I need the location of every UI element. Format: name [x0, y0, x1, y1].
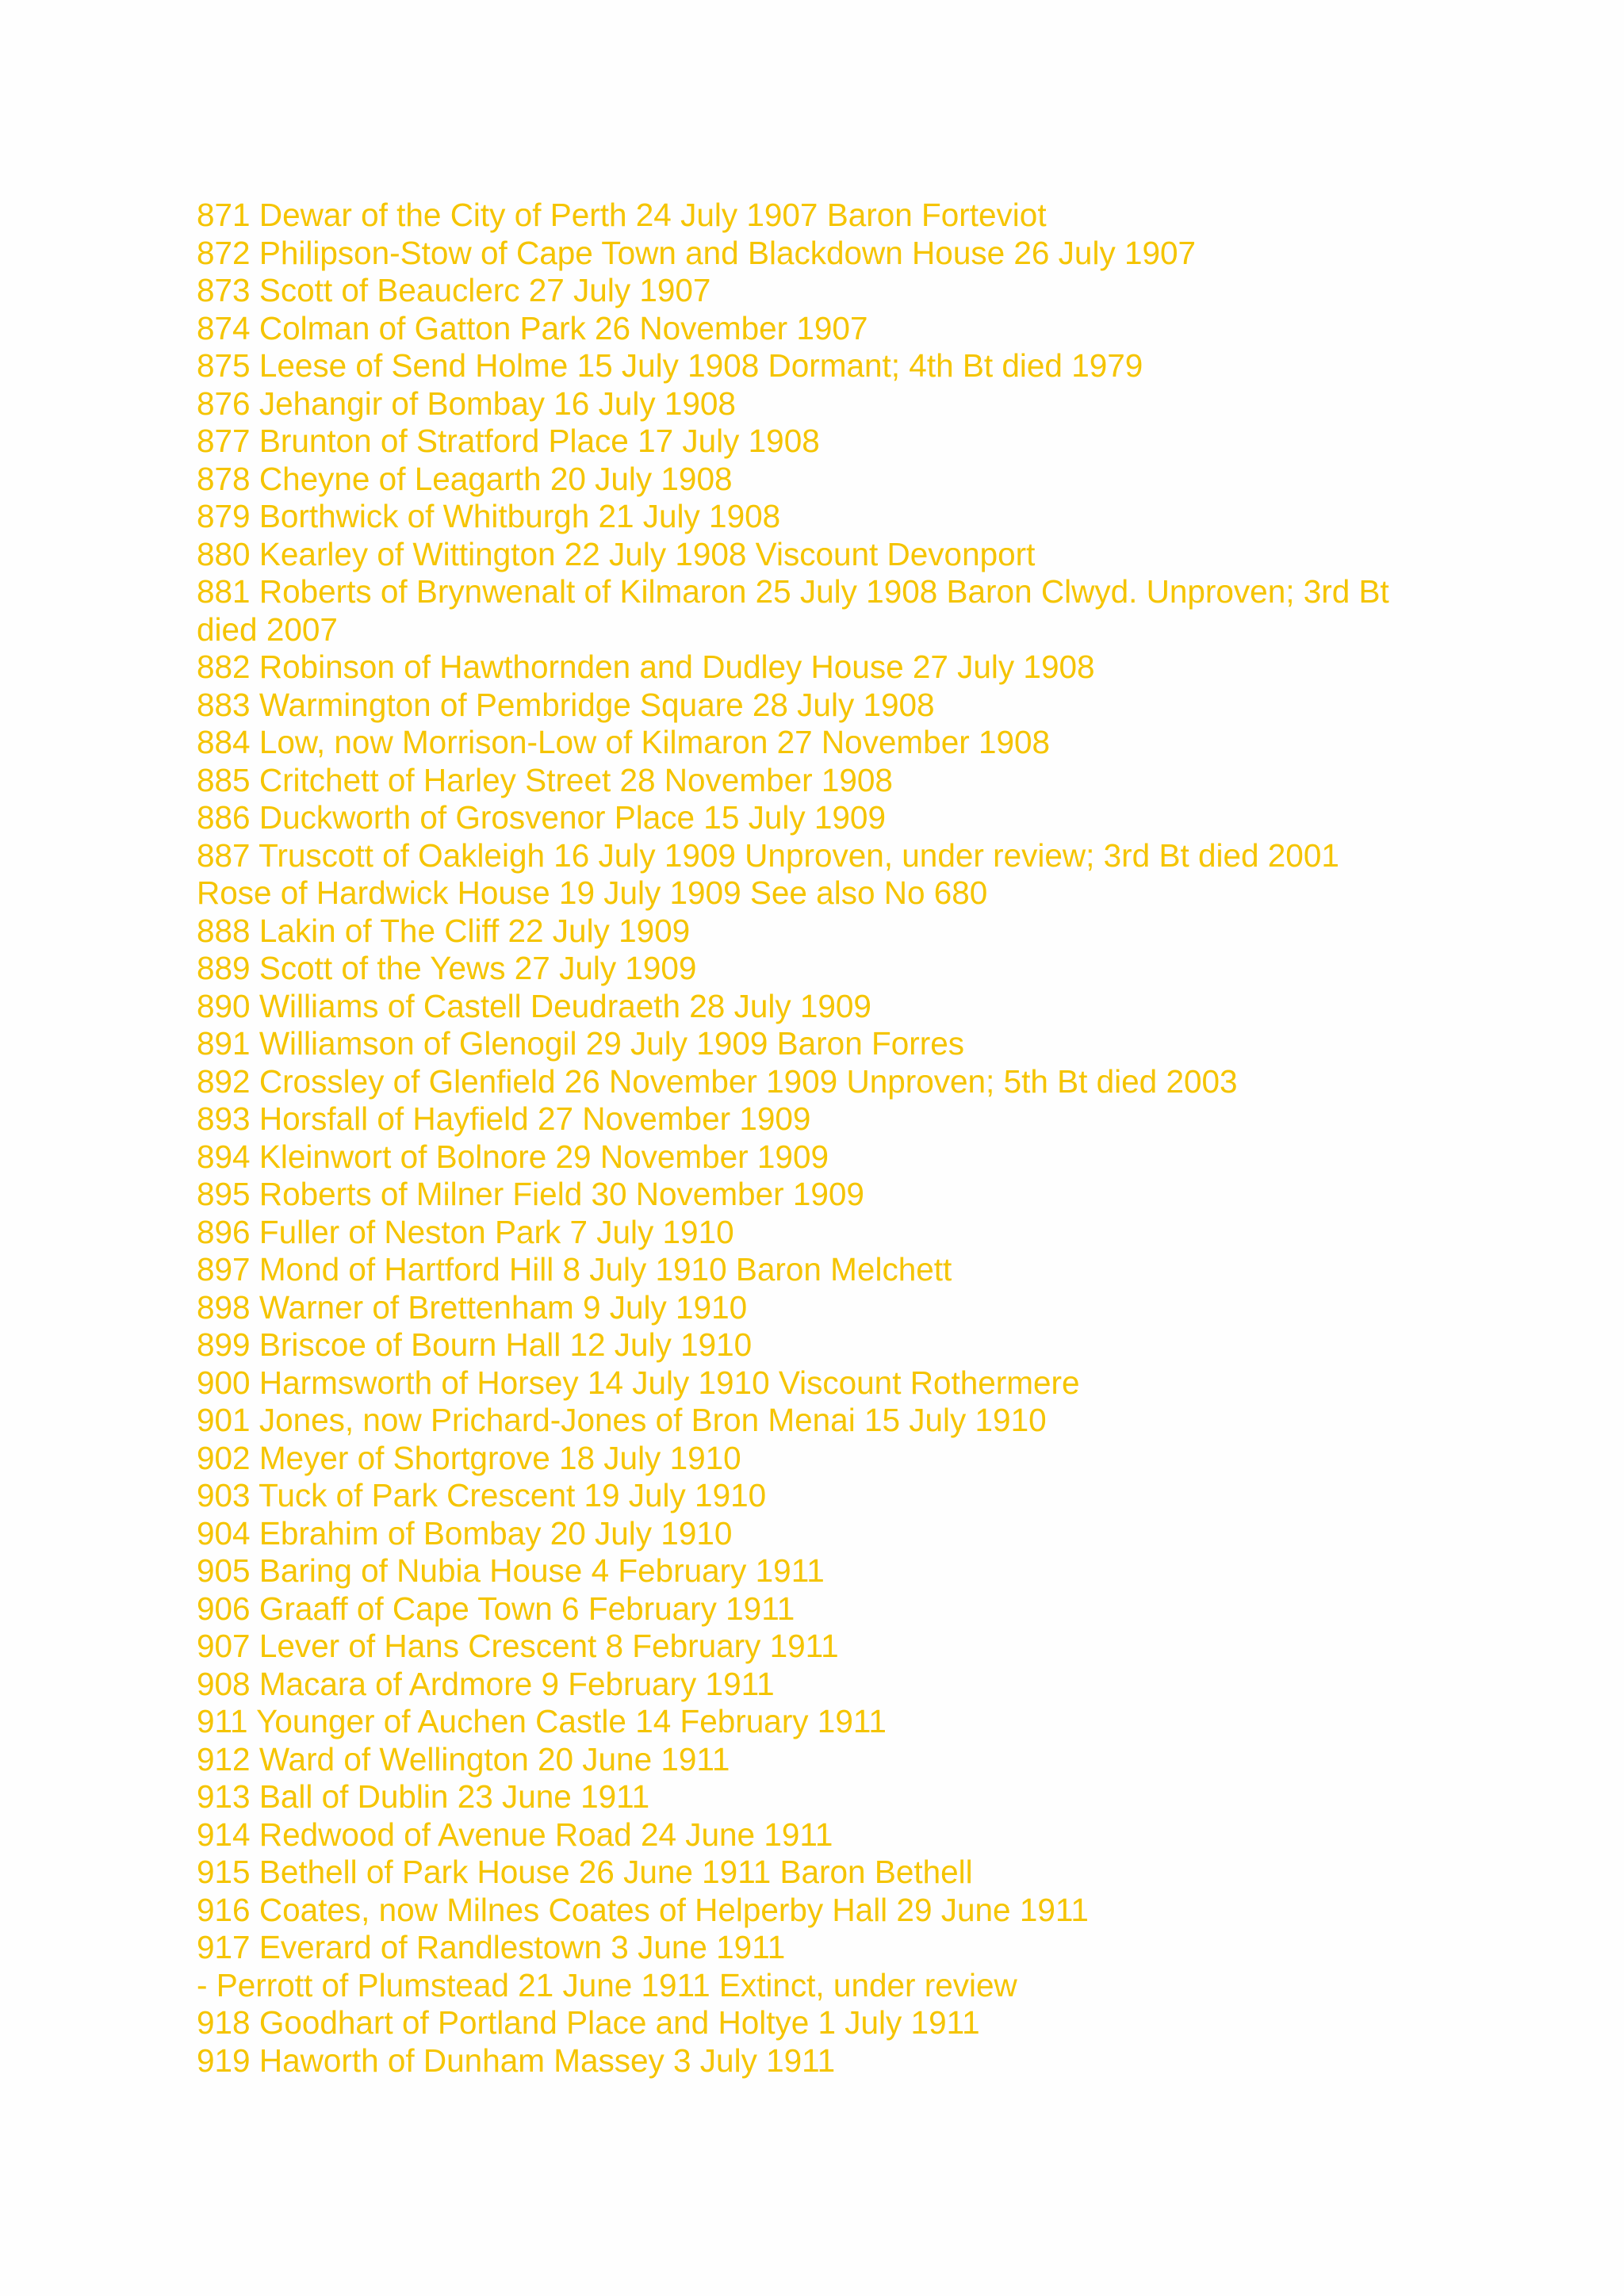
list-item: 907 Lever of Hans Crescent 8 February 1911	[197, 1628, 839, 1664]
list-item: 882 Robinson of Hawthornden and Dudley House 27 July 1908	[197, 649, 1095, 685]
list-item: 917 Everard of Randlestown 3 June 1911	[197, 1929, 786, 1965]
list-item: 883 Warmington of Pembridge Square 28 July 1908	[197, 686, 935, 723]
list-item: 879 Borthwick of Whitburgh 21 July 1908	[197, 498, 781, 534]
list-item: 904 Ebrahim of Bombay 20 July 1910	[197, 1514, 733, 1552]
list-item: 902 Meyer of Shortgrove 18 July 1910	[197, 1439, 741, 1476]
list-item: 906 Graaff of Cape Town 6 February 1911	[197, 1590, 795, 1627]
list-item: 908 Macara of Ardmore 9 February 1911	[197, 1665, 775, 1702]
list-item: 892 Crossley of Glenfield 26 November 1909 Unproven; 5th Bt died 2003	[197, 1062, 1238, 1100]
list-item: 911 Younger of Auchen Castle 14 February 1911	[197, 1703, 887, 1739]
list-item: 887 Truscott of Oakleigh 16 July 1909 Unproven, under review; 3rd Bt died 2001	[197, 836, 1339, 874]
list-item: 895 Roberts of Milner Field 30 November 1909	[197, 1176, 864, 1212]
baronetcy-list	[197, 197, 1434, 2080]
list-item: 872 Philipson-Stow of Cape Town and Blackdown House 26 July 1907	[197, 234, 1197, 271]
list-item: 875 Leese of Send Holme 15 July 1908 Dormant; 4th Bt died 1979	[197, 347, 1143, 384]
list-item: 874 Colman of Gatton Park 26 November 1907	[197, 309, 868, 346]
list-item: 915 Bethell of Park House 26 June 1911 Baron Bethell	[197, 1854, 973, 1890]
list-item: 893 Horsfall of Hayfield 27 November 1909	[197, 1100, 811, 1137]
list-item: 886 Duckworth of Grosvenor Place 15 July 1909	[197, 799, 886, 836]
list-item: 876 Jehangir of Bombay 16 July 1908	[197, 385, 736, 422]
list-item: 884 Low, now Morrison-Low of Kilmaron 27 November 1908	[197, 724, 1051, 760]
list-item: 877 Brunton of Stratford Place 17 July 1908	[197, 423, 820, 459]
list-item: 916 Coates, now Milnes Coates of Helperby Hall 29 June 1911	[197, 1891, 1089, 1928]
list-item: - Perrott of Plumstead 21 June 1911 Extinct, under review	[197, 1966, 1017, 2003]
list-item: 905 Baring of Nubia House 4 February 1911	[197, 1552, 825, 1589]
list-item: 912 Ward of Wellington 20 June 1911	[197, 1740, 730, 1777]
list-item: 897 Mond of Hartford Hill 8 July 1910 Baron Melchett	[197, 1251, 952, 1288]
list-item: Rose of Hardwick House 19 July 1909 See also No 680	[197, 874, 988, 911]
list-item: 881 Roberts of Brynwenalt of Kilmaron 25 July 1908 Baron Clwyd. Unproven; 3rd Bt died 2007	[197, 573, 1389, 648]
list-item: 878 Cheyne of Leagarth 20 July 1908	[197, 460, 733, 497]
list-item: 903 Tuck of Park Crescent 19 July 1910	[197, 1477, 767, 1513]
list-item: 888 Lakin of The Cliff 22 July 1909	[197, 912, 691, 949]
list-item: 918 Goodhart of Portland Place and Holtye 1 July 1911	[197, 2004, 980, 2041]
list-item: 913 Ball of Dublin 23 June 1911	[197, 1778, 650, 1815]
list-item: 901 Jones, now Prichard-Jones of Bron Menai 15 July 1910	[197, 1402, 1047, 1438]
list-item: 873 Scott of Beauclerc 27 July 1907	[197, 272, 711, 308]
list-item: 896 Fuller of Neston Park 7 July 1910	[197, 1213, 734, 1250]
list-item: 890 Williams of Castell Deudraeth 28 July 1909	[197, 987, 871, 1024]
list-item: 914 Redwood of Avenue Road 24 June 1911	[197, 1816, 833, 1853]
list-item: 885 Critchett of Harley Street 28 November 1908	[197, 761, 893, 798]
list-item: 891 Williamson of Glenogil 29 July 1909 Baron Forres	[197, 1025, 964, 1062]
list-item: 880 Kearley of Wittington 22 July 1908 Viscount Devonport	[197, 535, 1036, 572]
list-item: 919 Haworth of Dunham Massey 3 July 1911	[197, 2042, 836, 2079]
list-item: 899 Briscoe of Bourn Hall 12 July 1910	[197, 1326, 753, 1363]
list-item: 889 Scott of the Yews 27 July 1909	[197, 950, 697, 986]
list-item: 900 Harmsworth of Horsey 14 July 1910 Viscount Rothermere	[197, 1364, 1080, 1401]
list-item: 871 Dewar of the City of Perth 24 July 1907 Baron Forteviot	[197, 197, 1047, 233]
list-item: 894 Kleinwort of Bolnore 29 November 1909	[197, 1138, 829, 1175]
list-item: 898 Warner of Brettenham 9 July 1910	[197, 1288, 748, 1326]
